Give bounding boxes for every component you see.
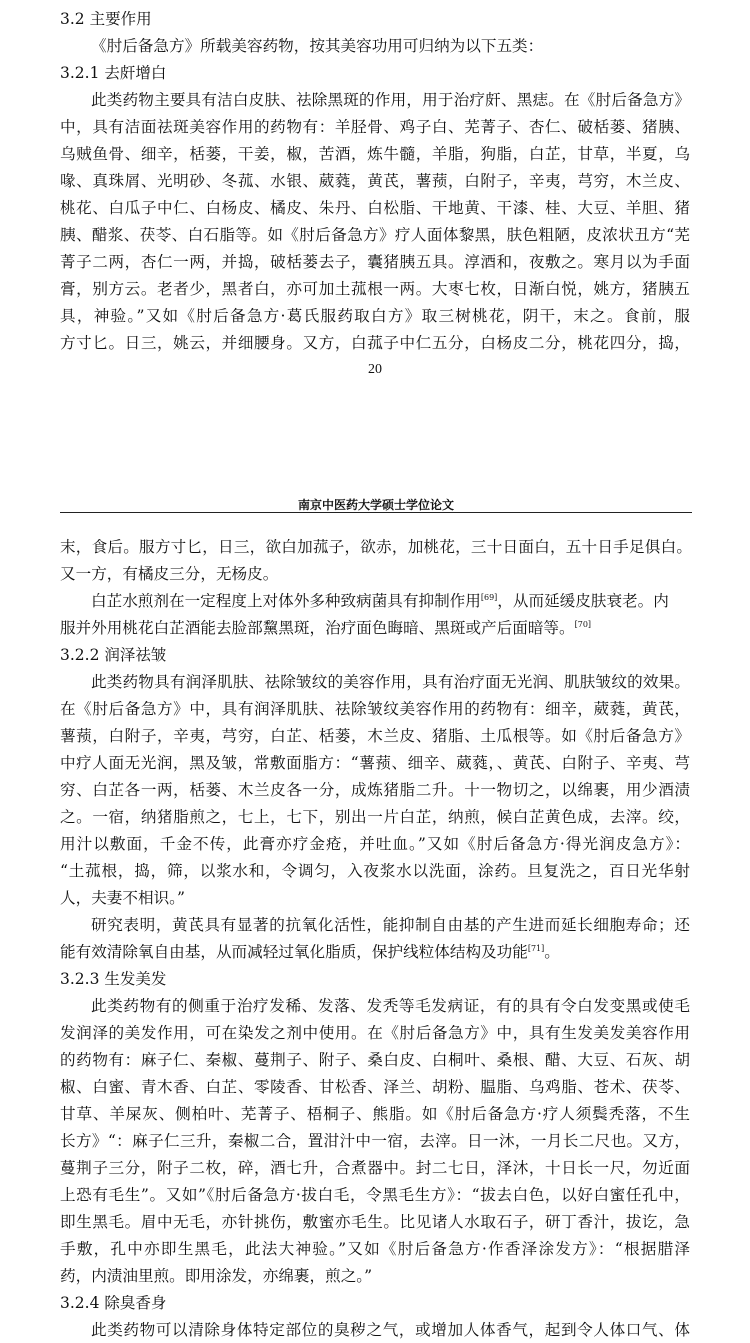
- paragraph-line: 膏，别方云。老者少，黑者白，亦可加土菰根一两。大枣七枚，日渐白悦，姚方，猪胰五: [60, 280, 690, 298]
- citation-70: [70]: [574, 619, 592, 629]
- paragraph-text: 服并外用桃花白芷酒能去脸部黧黑斑，治疗面色晦暗、黑斑或产后面暗等。: [60, 619, 575, 637]
- paragraph-line: 手敷，孔中亦即生黑毛，此法大神验。”又如《肘后备急方·作香泽涂发方》：“根据腊泽: [60, 1240, 690, 1258]
- paragraph-line: 此类药物主要具有洁白皮肤、祛除黑斑的作用，用于治疗皯、黑痣。在《肘后备急方》: [91, 91, 690, 109]
- paragraph-text: 。: [544, 943, 560, 961]
- paragraph-line: 末，食后。服方寸匕，日三，欲白加菰子，欲赤，加桃花，三十日面白，五十日手足俱白。: [60, 538, 692, 556]
- page-number: 20: [368, 362, 382, 377]
- paragraph-line: 人，夫妻不相识。”: [60, 889, 185, 907]
- page-20: [0, 0, 750, 400]
- paragraph-line-with-citation: [60, 615, 690, 641]
- paragraph-line: 中，具有洁面祛斑美容作用的药物有：羊胫骨、鸡子白、芜菁子、杏仁、破栝蒌、猪胰、: [60, 118, 690, 136]
- paragraph-line: 研究表明，黄芪具有显著的抗氧化活性，能抑制自由基的产生进而延长细胞寿命；还: [91, 916, 690, 934]
- paragraph-line: 方寸匕。日三，姚云，并细腰身。又方，白菰子中仁五分，白杨皮二分，桃花四分，捣，: [60, 334, 690, 352]
- running-head: 南京中医药大学硕士学位论文: [297, 498, 454, 512]
- citation-69: [69]: [480, 592, 498, 602]
- paragraph-line: 长方》“：麻子仁三升，秦椒二合，置泔汁中一宿，去滓。日一沐，一月长二尺也。又方，: [60, 1132, 690, 1150]
- paragraph-line: 用汁以敷面，千金不传，此膏亦疗金疮，并吐血。”又如《肘后备急方·得光润皮急方》：: [60, 835, 690, 853]
- paragraph-line: “土菰根，捣，筛，以浆水和，令调匀，入夜浆水以洗面，涂药。旦复洗之，百日光华射: [60, 862, 690, 880]
- paragraph-line: 药，内渍油里煎。即用涂发，亦绵裹，煎之。”: [60, 1267, 373, 1285]
- section-heading-3-2-1: 3.2.1 去皯增白: [60, 64, 167, 82]
- paragraph-line: 中疗人面无光润，黑及皱，常敷面脂方：“薯蓣、细辛、葳蕤，、黄芪、白附子、辛夷、芎: [60, 754, 690, 772]
- paragraph-line: 的药物有：麻子仁、秦椒、蔓荆子、附子、桑白皮、白桐叶、桑根、醋、大豆、石灰、胡: [60, 1051, 690, 1069]
- paragraph-line: 喙、真珠屑、光明砂、冬菰、水银、葳蕤，黄芪，薯蓣，白附子，辛夷，芎穷，木兰皮、: [60, 172, 690, 190]
- paragraph-line: 在《肘后备急方》中，具有润泽肌肤、祛除皱纹美容作用的药物有：细辛，葳蕤，黄芪，: [60, 700, 690, 718]
- paragraph-text: 白芷水煎剂在一定程度上对体外多种致病菌具有抑制作用: [91, 592, 481, 610]
- section-heading-3-2-2: 3.2.2 润泽祛皱: [60, 646, 167, 664]
- section-heading-3-2: 3.2 主要作用: [60, 10, 152, 28]
- paragraph-line: 乌贼鱼骨、细辛，栝蒌，干姜，椒，苦酒，炼牛髓，羊脂，狗脂，白芷，甘草，半夏，乌: [60, 145, 690, 163]
- paragraph-line-with-citation: [60, 939, 690, 965]
- paragraph-line: 胰、醋浆、茯苓、白石脂等。如《肘后备急方》疗人面体黎黑，肤色粗陋，皮浓状丑方“芜: [60, 226, 690, 244]
- paragraph-line: 薯蓣，白附子，辛夷，芎穷，白芷、栝蒌，木兰皮、猪脂、土瓜根等。如《肘后备急方》: [60, 727, 690, 745]
- section-heading-3-2-4: 3.2.4 除臭香身: [60, 1294, 167, 1312]
- paragraph-line: 菁子二两，杏仁一两，并捣，破栝蒌去子，囊猪胰五具。淳酒和，夜敷之。寒月以为手面: [60, 253, 690, 271]
- paragraph-line: 甘草、羊屎灰、侧柏叶、芜菁子、梧桐子、熊脂。如《肘后备急方·疗人须鬓秃落，不生: [60, 1105, 690, 1123]
- paragraph-line: 具，神验。”又如《肘后备急方·葛氏服药取白方》取三树桃花，阴干，末之。食前，服: [60, 307, 690, 325]
- paragraph-line: 椒、白蜜、青木香、白芷、零陵香、甘松香、泽兰、胡粉、腽脂、乌鸡脂、苍术、茯苓、: [60, 1078, 690, 1096]
- paragraph-line: 穷、白芷各一两，栝蒌、木兰皮各一分，成炼猪脂二升。十一物切之，以绵裹，用少酒渍: [60, 781, 690, 799]
- paragraph-line: 之。一宿，纳猪脂煎之，七上，七下，别出一片白芷，纳煎，候白芷黄色成，去滓。绞，: [60, 808, 690, 826]
- page-21: [0, 480, 750, 1339]
- paragraph-line: 蔓荆子三分，附子二枚，碎，酒七升，合煮器中。封二七日，泽沐，十日长一尺，勿近面: [60, 1159, 690, 1177]
- paragraph-line: 桃花、白瓜子中仁、白杨皮、橘皮、朱丹、白松脂、干地黄、干漆、桂、大豆、羊胆、猪: [60, 199, 690, 217]
- paragraph-line: 此类药物可以清除身体特定部位的臭秽之气，或增加人体香气，起到令人体口气、体: [91, 1321, 690, 1339]
- section-heading-3-2-3: 3.2.3 生发美发: [60, 970, 167, 988]
- paragraph-line: 即生黑毛。眉中无毛，亦针挑伤，敷蜜亦毛生。比见诸人水取石子，研丁香汁，拔讫，急: [60, 1213, 690, 1231]
- paragraph-text: ，从而延缓皮肤衰老。内: [497, 592, 669, 610]
- paragraph-line: 此类药物具有润泽肌肤、祛除皱纹的美容作用，具有治疗面无光润、肌肤皱纹的效果。: [91, 673, 690, 691]
- paragraph-line: 上恐有毛生”。又如”《肘后备急方·拔白毛，令黑毛生方》：“拔去白色，以好白蜜任孔中，: [60, 1186, 690, 1204]
- paragraph-line: 此类药物有的侧重于治疗发稀、发落、发秃等毛发病证，有的具有令白发变黑或使毛: [91, 997, 690, 1015]
- paragraph-line-with-citation: [91, 588, 690, 614]
- paragraph-text: 能有效清除氧自由基，从而减轻过氧化脂质，保护线粒体结构及功能: [60, 943, 528, 961]
- citation-71: [71]: [527, 943, 545, 953]
- paragraph-line: 《肘后备急方》所载美容药物，按其美容功用可归纳为以下五类：: [91, 37, 544, 55]
- paragraph-line: 发润泽的美发作用，可在染发之剂中使用。在《肘后备急方》中，具有生发美发美容作用: [60, 1024, 690, 1042]
- paragraph-line: 又一方，有橘皮三分，无杨皮。: [60, 565, 279, 583]
